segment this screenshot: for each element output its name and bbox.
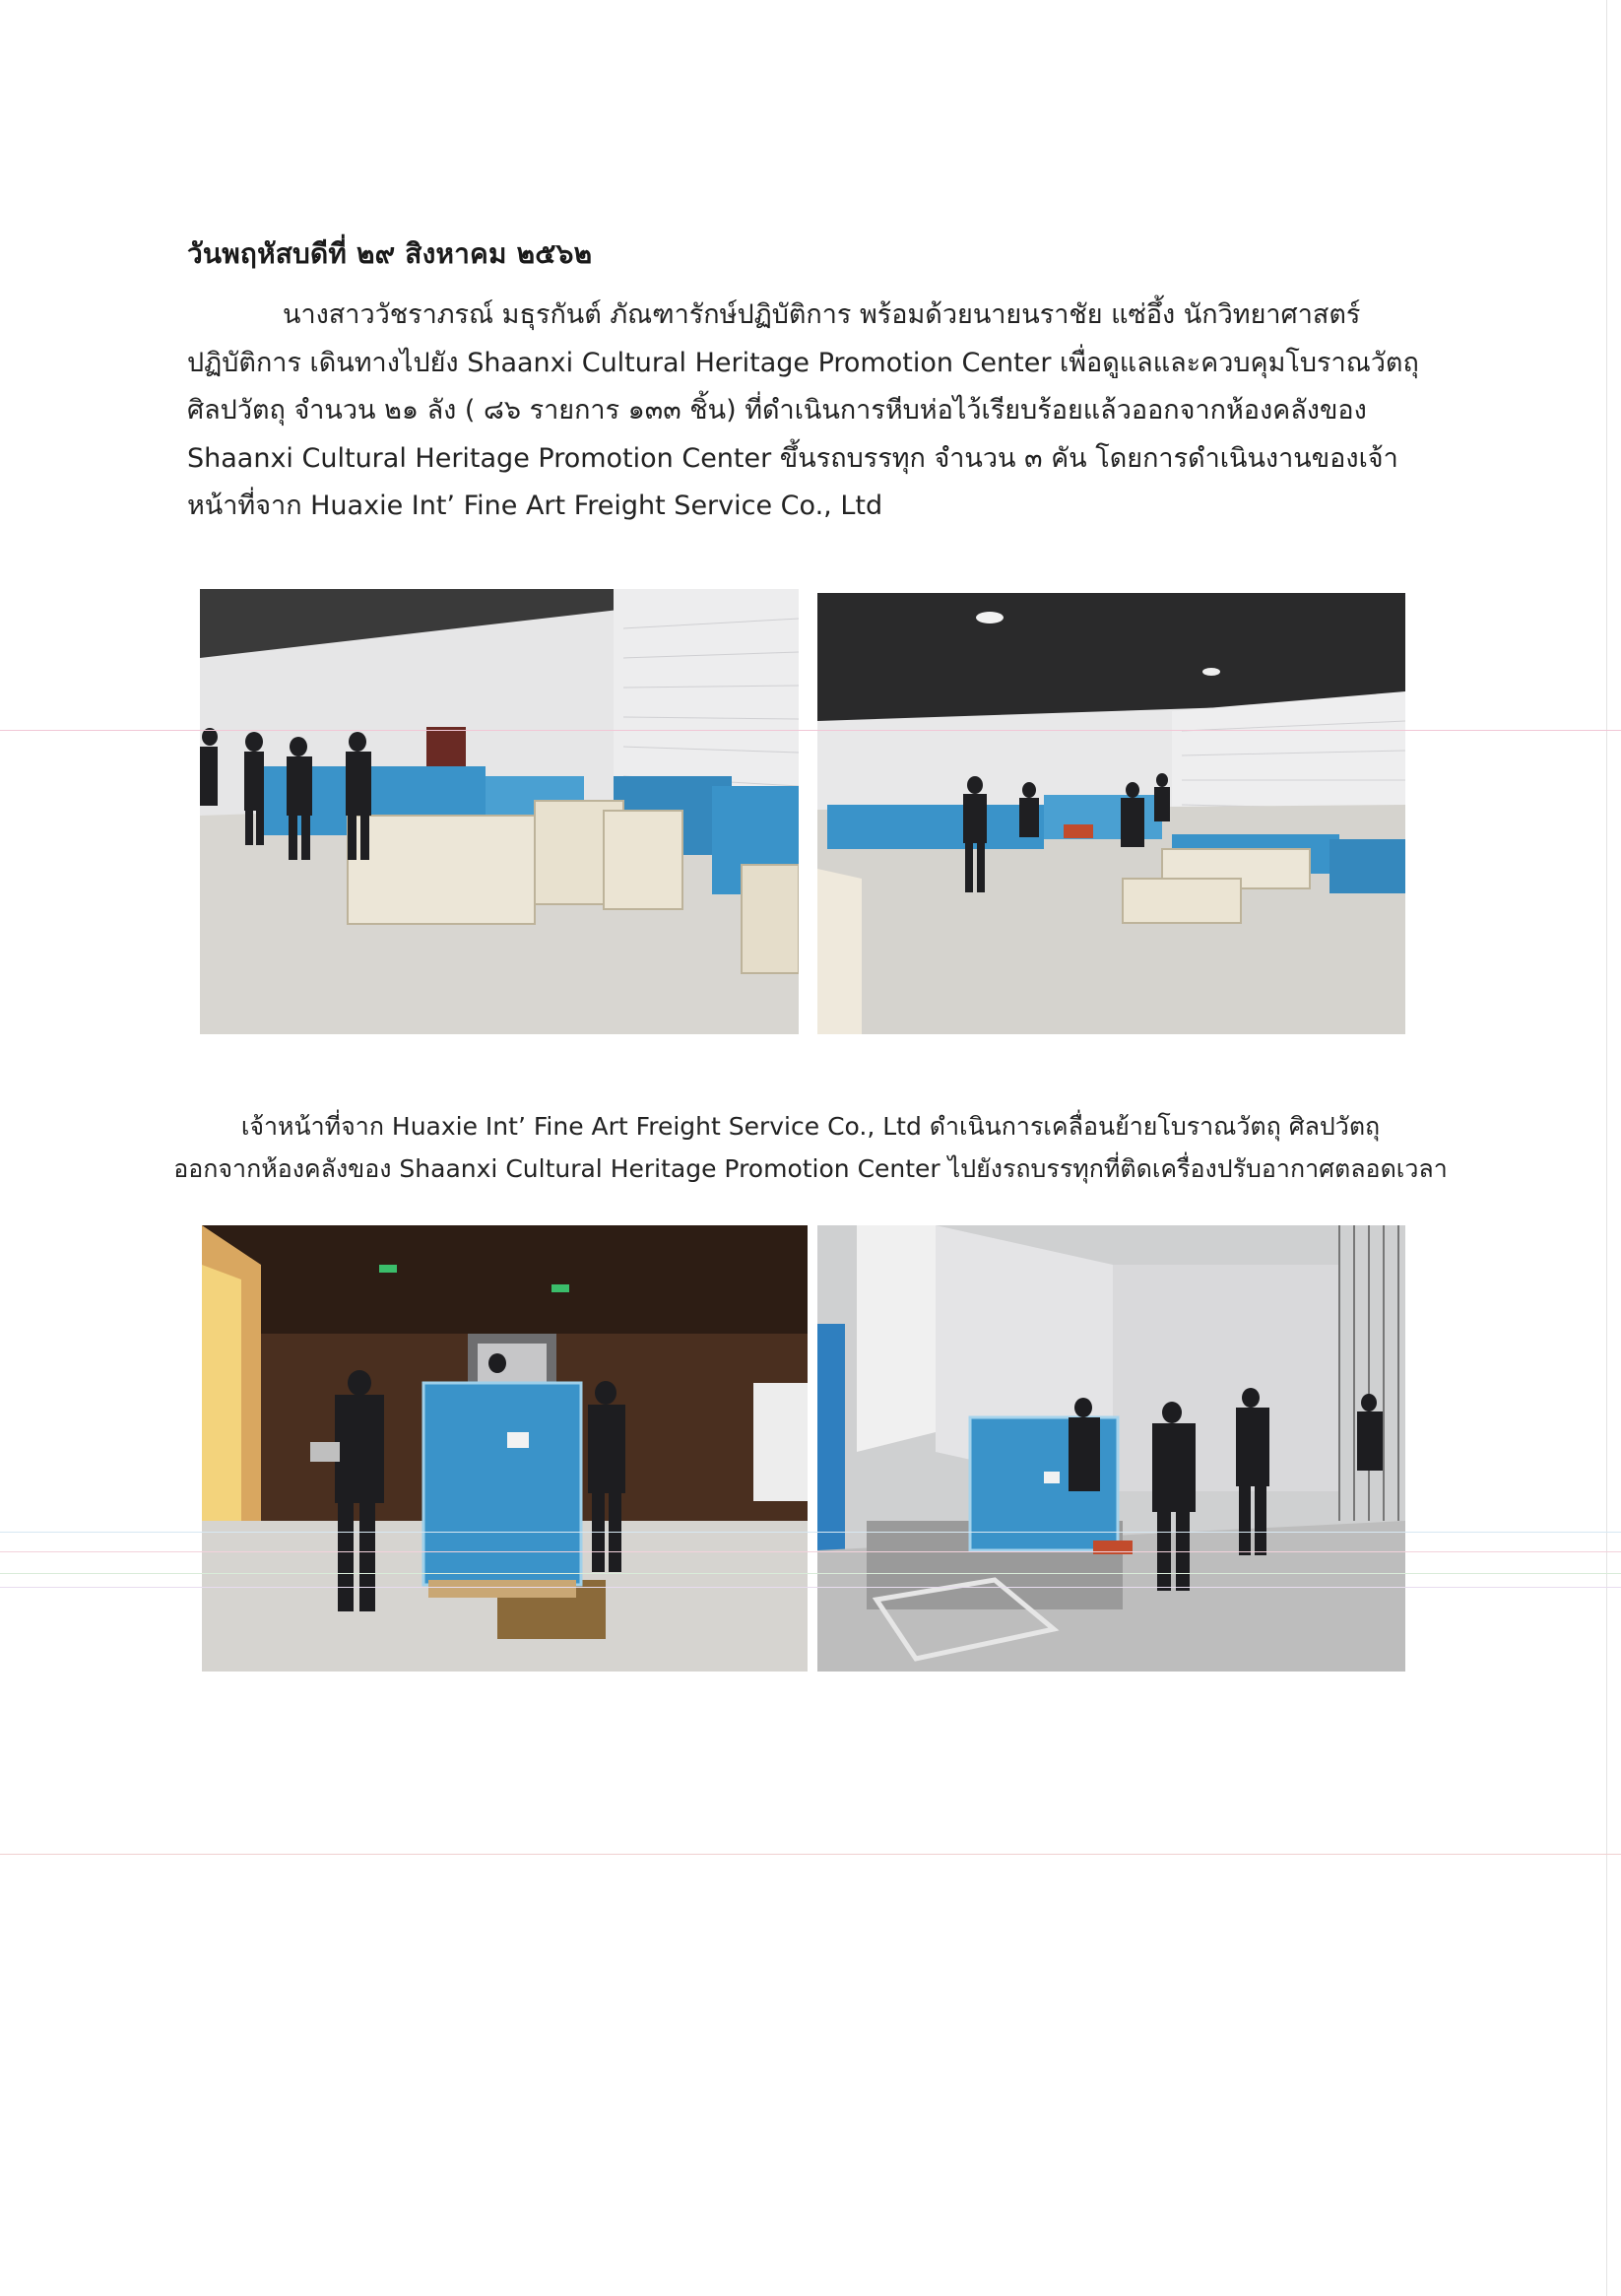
scan-artifact-line — [0, 1573, 1621, 1574]
body-paragraph: นางสาววัชราภรณ์ มธุรกันต์ ภัณฑารักษ์ปฏิบัติการ พร้อมด้วยนายนราชัย แซ่อึ้ง นักวิทยาศาสตร์ปฏิบัติการ เดินทางไปยัง Shaanxi Cultural Heritage Promotion Center เพื่อดูแลและควบคุมโบราณวัตถุ ศิลปวัตถุ จำนวน ๒๑ ลัง ( ๘๖ รายการ ๑๓๓ ชิ้น) ที่ดำเนินการหีบห่อไว้เรียบร้อยแล้วออกจากห้องคลังของ Shaanxi Cultural Heritage Promotion Center ขึ้นรถบรรทุก จำนวน ๓ คัน โดยการดำเนินงานของเจ้าหน้าที่จาก Huaxie Int’ Fine Art Freight Service Co., Ltd — [187, 299, 1419, 521]
scan-artifact-line — [0, 730, 1621, 731]
scan-artifact-line — [0, 1532, 1621, 1533]
photo-caption-line-2: ออกจากห้องคลังของ Shaanxi Cultural Heritage Promotion Center ไปยังรถบรรทุกที่ติดเครื่องปรับอากาศตลอดเวลา — [173, 1154, 1448, 1183]
photo-caption-line-1: เจ้าหน้าที่จาก Huaxie Int’ Fine Art Freight Service Co., Ltd ดำเนินการเคลื่อนย้ายโบราณวัตถุ ศิลปวัตถุ — [240, 1112, 1381, 1141]
photo-loading-truck — [817, 1225, 1405, 1672]
photo-moving-crate-doorway — [202, 1225, 808, 1672]
scan-artifact-line — [0, 1551, 1621, 1552]
scan-artifact-line — [0, 1587, 1621, 1588]
photo-warehouse-crates-1 — [200, 589, 799, 1034]
date-heading: วันพฤหัสบดีที่ ๒๙ สิงหาคม ๒๕๖๒ — [187, 237, 593, 270]
scan-artifact-line — [0, 1854, 1621, 1855]
photo-warehouse-crates-2 — [817, 593, 1405, 1034]
page-edge — [1606, 0, 1607, 2296]
